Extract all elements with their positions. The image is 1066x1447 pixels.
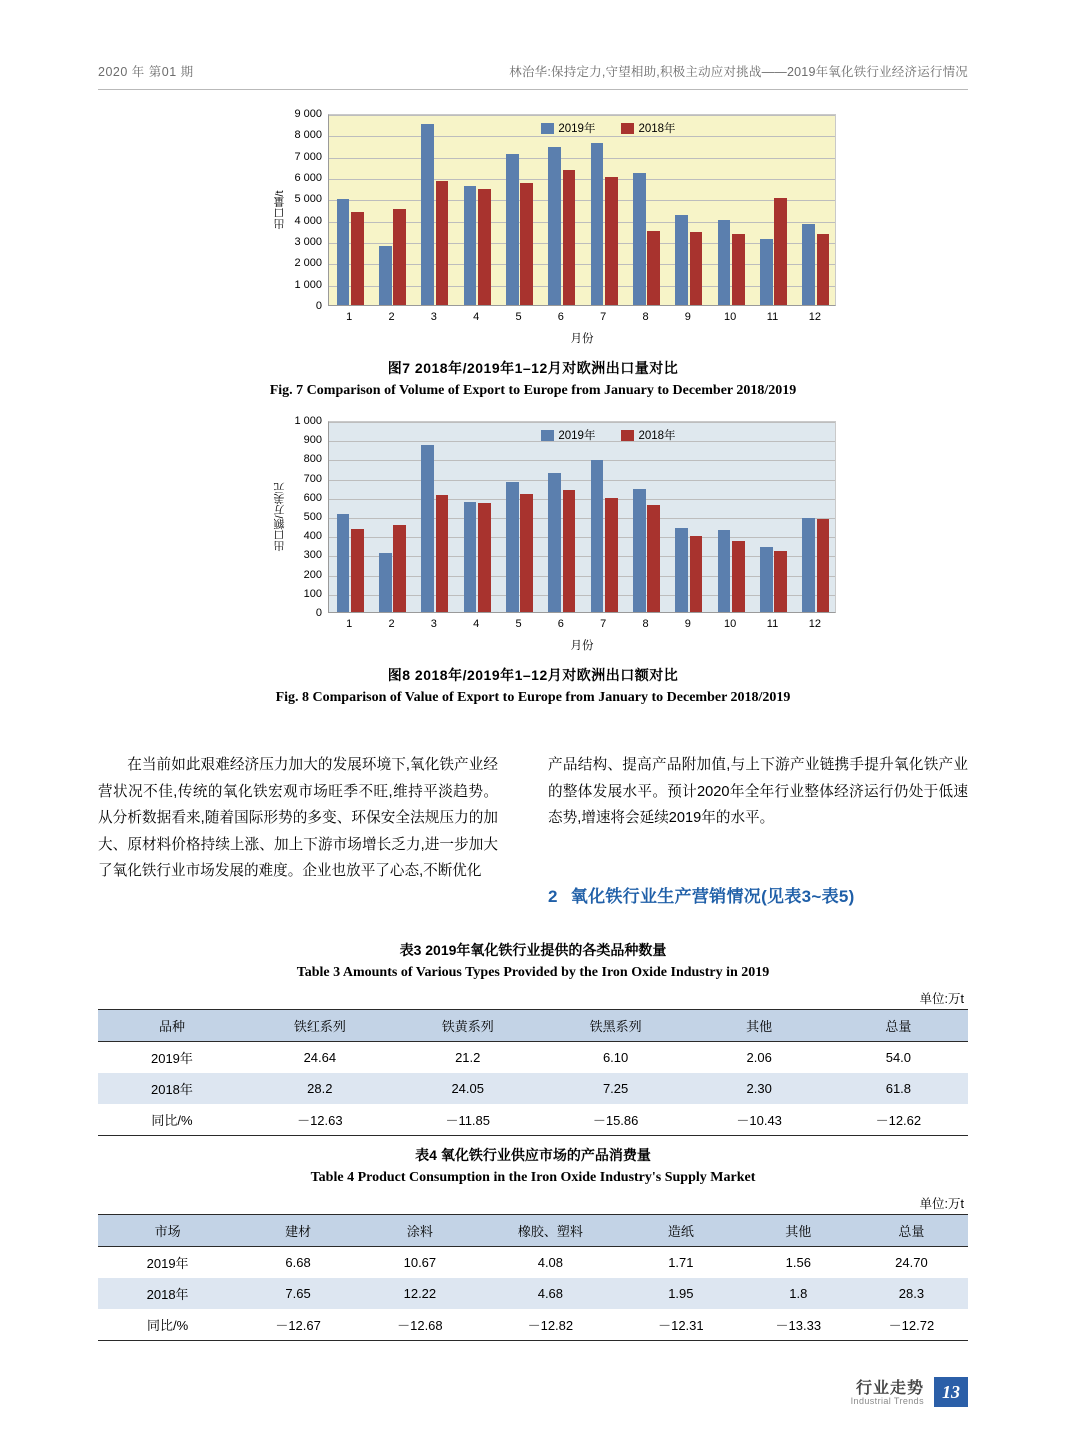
table-4-r1c4: 1.95 — [668, 1286, 694, 1301]
x-axis-tick: 4 — [473, 311, 480, 323]
table-3-r0c5: 54.0 — [885, 1050, 912, 1065]
gridline — [329, 158, 835, 159]
table-3-col-5: 总量 — [829, 1010, 968, 1042]
y-axis-tick: 600 — [303, 491, 322, 504]
plot-area — [328, 421, 836, 613]
table-4-r1c0: 2018年 — [146, 1287, 189, 1302]
table-3-header-row — [98, 1010, 968, 1042]
footer-section-cn: 行业走势 — [855, 1379, 924, 1397]
x-axis-tick: 7 — [600, 311, 607, 323]
bar-2019年-6 — [548, 473, 561, 612]
bar-2019年-2 — [379, 553, 392, 612]
gridline — [329, 499, 835, 500]
table-4-r2c3: －12.82 — [481, 1309, 620, 1341]
x-axis-tick: 6 — [557, 311, 564, 323]
y-axis-tick: 0 — [315, 300, 322, 312]
y-axis-tick: 7 000 — [294, 150, 322, 163]
table-4-col-1: 建材 — [237, 1215, 359, 1247]
body-text-right-column — [548, 752, 968, 832]
running-head-right: 林治华:保持定力,守望相助,积极主动应对挑战——2019年氧化铁行业经济运行情况 — [509, 65, 968, 79]
table-3-title-en: Table 3 Amounts of Various Types Provided by the Iron Oxide Industry in 2019 — [296, 965, 770, 980]
x-axis-tick: 6 — [557, 618, 564, 630]
bar-2019年-10 — [718, 530, 731, 612]
y-axis-label: 出口量/t — [274, 190, 286, 230]
legend-swatch — [621, 430, 634, 441]
y-axis-tick: 700 — [303, 472, 322, 485]
table-4-r1c2: 12.22 — [403, 1286, 437, 1301]
table-3-r2c1: －12.63 — [246, 1104, 394, 1136]
bar-2018年-5 — [520, 494, 533, 612]
table-4-r1c1: 7.65 — [285, 1286, 311, 1301]
chart-export-volume — [270, 108, 850, 348]
bar-2019年-1 — [337, 514, 350, 612]
y-axis-tick: 3 000 — [294, 236, 322, 248]
bar-2019年-9 — [675, 528, 688, 612]
figure-8 — [98, 415, 968, 706]
y-axis-tick: 9 000 — [294, 108, 322, 120]
table-4-r0c6: 24.70 — [895, 1255, 928, 1270]
x-axis-tick: 7 — [600, 618, 607, 630]
table-3-r1c5: 61.8 — [885, 1081, 912, 1096]
bar-2018年-5 — [520, 183, 533, 305]
table-4-r1c3: 4.68 — [537, 1286, 564, 1301]
y-axis-tick: 500 — [303, 511, 322, 523]
table-3 — [98, 1009, 968, 1136]
x-axis-tick: 2 — [388, 618, 395, 630]
page-number: 13 — [934, 1377, 968, 1407]
gridline — [329, 136, 835, 137]
table-4 — [98, 1214, 968, 1341]
table-4-col-3: 橡胶、塑料 — [481, 1215, 620, 1247]
table-4-r2c0: 同比/% — [98, 1309, 237, 1341]
bar-2019年-8 — [633, 489, 646, 612]
bar-2018年-2 — [393, 209, 406, 305]
bar-2018年-9 — [690, 232, 703, 305]
legend-label: 2019年 — [558, 123, 596, 135]
table-4-r0c3: 4.08 — [537, 1255, 564, 1270]
table-4-r2c1: －12.67 — [237, 1309, 359, 1341]
x-axis-tick: 1 — [346, 311, 353, 323]
x-axis-tick: 12 — [808, 311, 821, 323]
legend-swatch — [541, 430, 554, 441]
gridline — [329, 480, 835, 481]
table-row — [98, 1247, 968, 1279]
x-axis-tick: 3 — [430, 618, 437, 630]
section-title: 氧化铁行业生产营销情况(见表3~表5) — [570, 887, 855, 906]
figure-7 — [98, 108, 968, 399]
table-4-r2c2: －12.68 — [359, 1309, 481, 1341]
bar-2018年-3 — [436, 181, 449, 305]
table-3-r2c3: －15.86 — [542, 1104, 690, 1136]
x-axis-tick: 1 — [346, 618, 353, 630]
bar-2019年-4 — [464, 186, 477, 305]
bar-2018年-3 — [436, 495, 449, 613]
gridline — [329, 422, 835, 423]
x-axis-tick: 4 — [473, 618, 480, 630]
table-3-r1c4: 2.30 — [746, 1081, 772, 1096]
x-axis-tick: 8 — [642, 311, 649, 323]
footer-section-en: Industrial Trends — [850, 1396, 924, 1407]
table-4-col-4: 造纸 — [620, 1215, 742, 1247]
bar-2019年-7 — [591, 460, 604, 612]
bar-2018年-1 — [351, 212, 364, 305]
table-4-r0c0: 2019年 — [146, 1256, 189, 1271]
paragraph-right: 产品结构、提高产品附加值,与上下游产业链携手提升氧化铁产业的整体发展水平。预计2020年全年行业整体经济运行仍处于低速态势,增速将会延续2019年的水平。 — [548, 757, 968, 826]
legend-item-2018年 — [621, 427, 675, 443]
figure-8-caption-cn: 图8 2018年/2019年1–12月对欧洲出口额对比 — [387, 667, 679, 683]
legend-item-2019年 — [541, 427, 595, 443]
y-axis-tick: 900 — [303, 434, 322, 447]
bar-2019年-12 — [802, 518, 815, 612]
y-axis-tick: 1 000 — [294, 278, 322, 291]
bar-2019年-11 — [760, 547, 773, 612]
bar-2019年-7 — [591, 143, 604, 305]
gridline — [329, 179, 835, 180]
table-4-block — [98, 1145, 968, 1341]
gridline — [329, 200, 835, 201]
x-axis-tick: 5 — [515, 618, 522, 630]
y-axis-tick: 8 000 — [294, 129, 322, 142]
bar-2019年-11 — [760, 239, 773, 305]
x-axis-tick: 3 — [430, 311, 437, 323]
legend-item-2019年 — [541, 120, 595, 136]
y-axis-tick: 100 — [303, 587, 322, 600]
table-row — [98, 1073, 968, 1104]
bar-2018年-11 — [774, 551, 787, 612]
x-axis-tick: 11 — [766, 618, 779, 630]
gridline — [329, 518, 835, 519]
section-heading-2 — [548, 882, 968, 907]
section-number: 2 — [548, 887, 558, 906]
y-axis-tick: 4 000 — [294, 214, 322, 227]
bar-2019年-6 — [548, 147, 561, 305]
table-4-r2c4: －12.31 — [620, 1309, 742, 1341]
bar-2019年-1 — [337, 199, 350, 305]
table-4-r0c1: 6.68 — [285, 1255, 311, 1270]
bar-2019年-3 — [421, 445, 434, 612]
bar-2018年-10 — [732, 234, 745, 305]
figure-7-caption-cn: 图7 2018年/2019年1–12月对欧洲出口量对比 — [387, 360, 679, 376]
y-axis-tick: 300 — [303, 549, 322, 562]
y-axis-label: 出口额/万美元 — [274, 482, 286, 552]
table-4-col-6: 总量 — [855, 1215, 968, 1247]
table-3-r0c3: 6.10 — [602, 1050, 629, 1065]
bar-2018年-4 — [478, 503, 491, 612]
x-axis-tick: 8 — [642, 618, 649, 630]
y-axis-tick: 400 — [303, 530, 322, 543]
table-4-r0c4: 1.71 — [668, 1255, 694, 1270]
bar-2019年-9 — [675, 215, 688, 305]
running-head-left: 2020 年 第01 期 — [98, 65, 194, 79]
plot-area — [328, 114, 836, 306]
bar-2018年-12 — [817, 234, 830, 305]
y-axis-tick: 5 000 — [294, 193, 322, 206]
bar-2018年-8 — [647, 231, 660, 305]
bar-2018年-2 — [393, 525, 406, 612]
y-axis-tick: 0 — [315, 607, 322, 619]
legend-item-2018年 — [621, 120, 675, 136]
page-footer — [851, 1377, 968, 1407]
table-4-r1c5: 1.8 — [789, 1286, 808, 1301]
table-4-col-0: 市场 — [98, 1215, 237, 1247]
bar-2018年-6 — [563, 170, 576, 305]
bar-2018年-9 — [690, 536, 703, 612]
table-4-title-cn: 表4 氧化铁行业供应市场的产品消费量 — [415, 1147, 651, 1163]
table-3-unit: 单位:万t — [919, 992, 964, 1006]
bar-2018年-7 — [605, 177, 618, 305]
table-3-r0c4: 2.06 — [746, 1050, 772, 1065]
table-4-r0c5: 1.56 — [785, 1255, 811, 1270]
table-row — [98, 1042, 968, 1074]
bar-2018年-10 — [732, 541, 745, 612]
bar-2019年-5 — [506, 482, 519, 612]
table-3-r1c1: 28.2 — [307, 1081, 333, 1096]
table-4-r0c2: 10.67 — [403, 1255, 437, 1270]
x-axis-tick: 10 — [724, 618, 737, 630]
bar-2018年-11 — [774, 198, 787, 305]
y-axis-tick: 2 000 — [294, 257, 322, 270]
chart-legend — [541, 120, 675, 136]
table-3-r2c4: －10.43 — [690, 1104, 829, 1136]
table-3-col-0: 品种 — [98, 1010, 246, 1042]
y-axis-tick: 800 — [303, 453, 322, 466]
bar-2019年-2 — [379, 246, 392, 305]
chart-legend — [541, 427, 675, 443]
gridline — [329, 460, 835, 461]
table-row — [98, 1309, 968, 1341]
table-row — [98, 1278, 968, 1309]
table-3-r0c0: 2019年 — [150, 1051, 193, 1066]
gridline — [329, 115, 835, 116]
legend-label: 2019年 — [558, 430, 596, 442]
x-axis-tick: 2 — [388, 311, 395, 323]
table-3-r1c2: 24.05 — [451, 1081, 484, 1096]
x-axis-tick: 10 — [724, 311, 737, 323]
x-axis-tick: 5 — [515, 311, 522, 323]
table-4-header-row — [98, 1215, 968, 1247]
bar-2019年-8 — [633, 173, 646, 305]
bar-2018年-8 — [647, 505, 660, 612]
x-axis-label: 月份 — [570, 333, 594, 345]
table-4-r2c6: －12.72 — [855, 1309, 968, 1341]
table-4-title-en: Table 4 Product Consumption in the Iron Oxide Industry's Supply Market — [310, 1170, 756, 1185]
table-3-col-1: 铁红系列 — [246, 1010, 394, 1042]
table-3-title-cn: 表3 2019年氧化铁行业提供的各类品种数量 — [399, 942, 667, 958]
x-axis-tick: 12 — [808, 618, 821, 630]
table-3-col-2: 铁黄系列 — [394, 1010, 542, 1042]
bar-2019年-4 — [464, 502, 477, 612]
table-4-unit: 单位:万t — [919, 1197, 964, 1211]
figure-7-caption-en: Fig. 7 Comparison of Volume of Export to Europe from January to December 2018/2019 — [269, 383, 797, 398]
table-4-col-5: 其他 — [742, 1215, 855, 1247]
table-3-col-3: 铁黑系列 — [542, 1010, 690, 1042]
table-4-col-2: 涂料 — [359, 1215, 481, 1247]
table-3-r2c5: －12.62 — [829, 1104, 968, 1136]
table-row — [98, 1104, 968, 1136]
table-4-r2c5: －13.33 — [742, 1309, 855, 1341]
bar-2019年-10 — [718, 220, 731, 305]
table-3-r0c1: 24.64 — [303, 1050, 337, 1065]
table-3-r0c2: 21.2 — [455, 1050, 481, 1065]
legend-swatch — [621, 123, 634, 134]
body-text-left-column — [98, 752, 498, 885]
bar-2018年-1 — [351, 529, 364, 612]
chart-export-value — [270, 415, 850, 655]
bar-2018年-12 — [817, 519, 830, 612]
y-axis-tick: 1 000 — [294, 415, 322, 427]
legend-label: 2018年 — [638, 430, 676, 442]
x-axis-tick: 11 — [766, 311, 779, 323]
running-head — [98, 58, 968, 90]
table-4-r1c6: 28.3 — [898, 1286, 925, 1301]
legend-label: 2018年 — [638, 123, 676, 135]
x-axis-label: 月份 — [570, 640, 594, 652]
bar-2019年-5 — [506, 154, 519, 305]
bar-2019年-12 — [802, 224, 815, 305]
x-axis-tick: 9 — [684, 618, 691, 630]
bar-2018年-7 — [605, 498, 618, 612]
table-3-block — [98, 940, 968, 1136]
bar-2018年-6 — [563, 490, 576, 612]
legend-swatch — [541, 123, 554, 134]
y-axis-tick: 200 — [303, 568, 322, 581]
bar-2019年-3 — [421, 124, 434, 305]
paragraph-left: 在当前如此艰难经济压力加大的发展环境下,氧化铁产业经营状况不佳,传统的氧化铁宏观市场旺季不旺,维持平淡趋势。从分析数据看来,随着国际形势的多变、环保安全法规压力的加大、原材料价格持续上涨、加上下游市场增长乏力,进一步加大了氧化铁行业市场发展的难度。企业也放平了心态,不断优化 — [98, 757, 498, 879]
table-3-col-4: 其他 — [690, 1010, 829, 1042]
bar-2018年-4 — [478, 189, 491, 305]
table-3-r2c2: －11.85 — [394, 1104, 542, 1136]
table-3-r2c0: 同比/% — [98, 1104, 246, 1136]
y-axis-tick: 6 000 — [294, 172, 322, 184]
table-3-r1c0: 2018年 — [150, 1082, 193, 1097]
table-3-r1c3: 7.25 — [602, 1081, 629, 1096]
figure-8-caption-en: Fig. 8 Comparison of Value of Export to Europe from January to December 2018/2019 — [275, 690, 791, 705]
x-axis-tick: 9 — [684, 311, 691, 323]
